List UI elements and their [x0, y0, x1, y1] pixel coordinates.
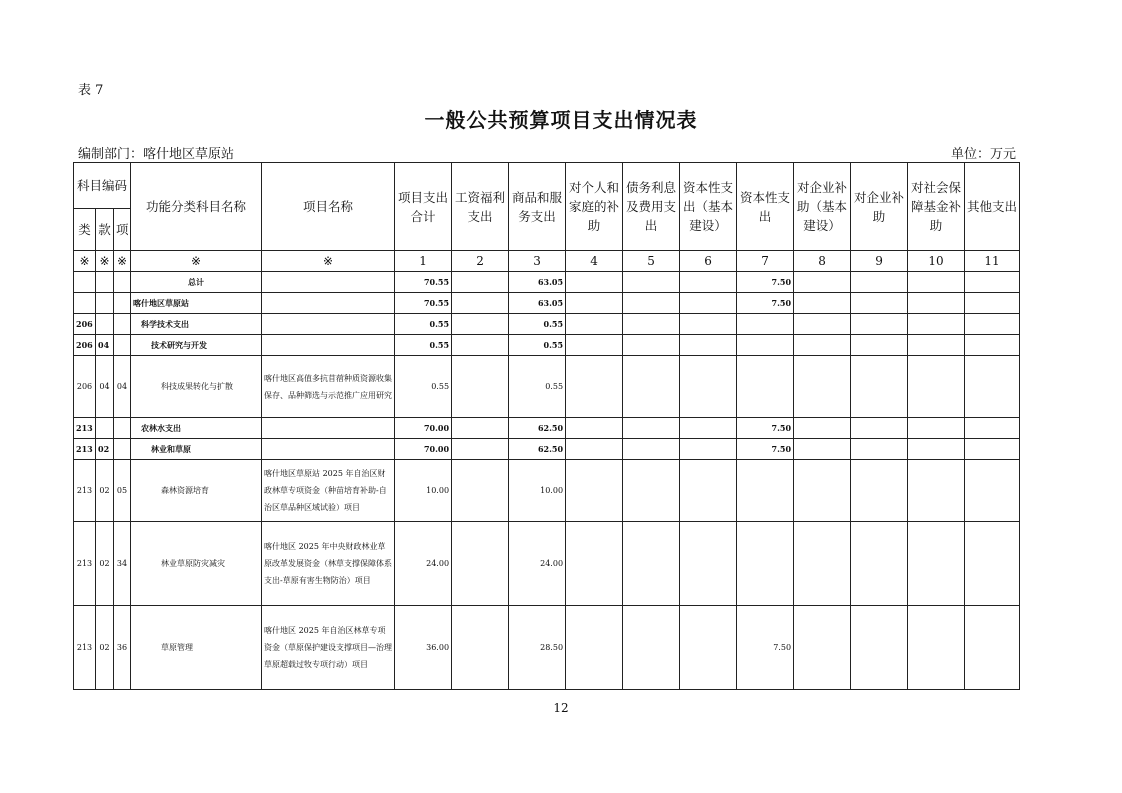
- header-c2: 工资福利支出: [452, 163, 509, 251]
- cell-lei: 206: [74, 356, 96, 418]
- cell-capital: 7.50: [737, 439, 794, 460]
- cell-c4: [566, 460, 623, 522]
- cell-total: 70.00: [395, 439, 452, 460]
- index-number: 3: [509, 251, 566, 272]
- cell-lei: 213: [74, 418, 96, 439]
- cell-c11: [965, 606, 1020, 690]
- cell-lei: [74, 293, 96, 314]
- table-row: [74, 335, 1020, 356]
- cell-c4: [566, 314, 623, 335]
- cell-func: 科学技术支出: [131, 314, 262, 335]
- cell-func: 总计: [131, 272, 262, 293]
- cell-c11: [965, 418, 1020, 439]
- header-c9: 对企业补助: [851, 163, 908, 251]
- index-mark: ※: [131, 251, 262, 272]
- cell-c9: [851, 522, 908, 606]
- cell-kuan: [96, 418, 114, 439]
- header-func-name: 功能分类科目名称: [131, 163, 262, 251]
- cell-goods: 0.55: [509, 314, 566, 335]
- cell-c6: [680, 293, 737, 314]
- cell-c6: [680, 335, 737, 356]
- page-title: 一般公共预算项目支出情况表: [424, 108, 698, 132]
- cell-goods: 0.55: [509, 335, 566, 356]
- cell-c6: [680, 606, 737, 690]
- table-row: [74, 314, 1020, 335]
- index-row: [74, 251, 1020, 272]
- cell-c11: [965, 335, 1020, 356]
- cell-c6: [680, 272, 737, 293]
- cell-c10: [908, 335, 965, 356]
- header-kuan: 款: [96, 209, 114, 251]
- cell-func: 林业草原防灾减灾: [131, 522, 262, 606]
- cell-lei: [74, 272, 96, 293]
- cell-c11: [965, 439, 1020, 460]
- cell-c10: [908, 272, 965, 293]
- cell-xiang: [114, 293, 131, 314]
- cell-capital: [737, 335, 794, 356]
- cell-c5: [623, 522, 680, 606]
- cell-project: 喀什地区草原站 2025 年自治区财政林草专项资金（种苗培育补助-自治区草品种区域试验）项目: [262, 460, 395, 522]
- cell-c10: [908, 314, 965, 335]
- cell-xiang: [114, 439, 131, 460]
- cell-kuan: [96, 314, 114, 335]
- index-number: 9: [851, 251, 908, 272]
- index-number: 2: [452, 251, 509, 272]
- cell-c10: [908, 460, 965, 522]
- cell-c2: [452, 272, 509, 293]
- cell-c6: [680, 356, 737, 418]
- table-row: [74, 439, 1020, 460]
- cell-goods: 28.50: [509, 606, 566, 690]
- cell-c6: [680, 522, 737, 606]
- cell-c4: [566, 272, 623, 293]
- header-code: 科目编码: [74, 163, 131, 209]
- cell-lei: 213: [74, 522, 96, 606]
- cell-capital: 7.50: [737, 606, 794, 690]
- cell-capital: [737, 460, 794, 522]
- cell-c9: [851, 418, 908, 439]
- cell-c10: [908, 418, 965, 439]
- cell-goods: 24.00: [509, 522, 566, 606]
- cell-project: [262, 314, 395, 335]
- cell-c5: [623, 439, 680, 460]
- cell-c10: [908, 293, 965, 314]
- cell-total: 70.55: [395, 293, 452, 314]
- cell-func: 林业和草原: [131, 439, 262, 460]
- cell-c11: [965, 314, 1020, 335]
- cell-project: [262, 439, 395, 460]
- cell-capital: 7.50: [737, 272, 794, 293]
- index-number: 7: [737, 251, 794, 272]
- cell-c10: [908, 522, 965, 606]
- cell-c2: [452, 356, 509, 418]
- table-row: [74, 522, 1020, 606]
- table-number: 表 7: [78, 83, 104, 98]
- cell-c8: [794, 293, 851, 314]
- cell-xiang: 05: [114, 460, 131, 522]
- index-number: 5: [623, 251, 680, 272]
- cell-kuan: 04: [96, 335, 114, 356]
- cell-c5: [623, 418, 680, 439]
- cell-project: 喀什地区高值多抗苜蓿种质资源收集保存、品种筛选与示范推广应用研究: [262, 356, 395, 418]
- cell-xiang: 04: [114, 356, 131, 418]
- cell-capital: 7.50: [737, 418, 794, 439]
- cell-xiang: 36: [114, 606, 131, 690]
- table-row: [74, 356, 1020, 418]
- page-number: 12: [553, 701, 569, 715]
- cell-c5: [623, 272, 680, 293]
- header-row: [74, 163, 1020, 209]
- cell-c2: [452, 418, 509, 439]
- cell-c5: [623, 460, 680, 522]
- cell-c8: [794, 335, 851, 356]
- cell-goods: 63.05: [509, 272, 566, 293]
- cell-c9: [851, 314, 908, 335]
- cell-c2: [452, 606, 509, 690]
- header-c8: 对企业补助（基本建设）: [794, 163, 851, 251]
- cell-xiang: [114, 418, 131, 439]
- cell-c8: [794, 522, 851, 606]
- index-mark: ※: [96, 251, 114, 272]
- table-row: [74, 460, 1020, 522]
- cell-capital: [737, 314, 794, 335]
- index-mark: ※: [262, 251, 395, 272]
- index-number: 6: [680, 251, 737, 272]
- cell-c9: [851, 356, 908, 418]
- cell-c5: [623, 314, 680, 335]
- cell-c8: [794, 272, 851, 293]
- cell-c4: [566, 335, 623, 356]
- cell-c8: [794, 460, 851, 522]
- cell-c8: [794, 439, 851, 460]
- cell-total: 0.55: [395, 335, 452, 356]
- cell-total: 70.55: [395, 272, 452, 293]
- cell-c2: [452, 522, 509, 606]
- cell-kuan: 02: [96, 439, 114, 460]
- cell-goods: 63.05: [509, 293, 566, 314]
- cell-c8: [794, 606, 851, 690]
- cell-c2: [452, 314, 509, 335]
- cell-xiang: [114, 335, 131, 356]
- cell-c5: [623, 356, 680, 418]
- cell-kuan: 02: [96, 522, 114, 606]
- index-mark: ※: [74, 251, 96, 272]
- cell-c4: [566, 356, 623, 418]
- cell-c11: [965, 460, 1020, 522]
- cell-goods: 10.00: [509, 460, 566, 522]
- cell-c11: [965, 356, 1020, 418]
- cell-func: 技术研究与开发: [131, 335, 262, 356]
- cell-c8: [794, 356, 851, 418]
- cell-c9: [851, 335, 908, 356]
- header-c4: 对个人和家庭的补助: [566, 163, 623, 251]
- cell-kuan: [96, 272, 114, 293]
- cell-project: 喀什地区 2025 年自治区林草专项资金（草原保护建设支撑项目—治理草原超载过牧专项行动）项目: [262, 606, 395, 690]
- header-xiang: 项: [114, 209, 131, 251]
- cell-kuan: [96, 293, 114, 314]
- index-number: 11: [965, 251, 1020, 272]
- cell-c9: [851, 272, 908, 293]
- cell-goods: 62.50: [509, 418, 566, 439]
- cell-c4: [566, 418, 623, 439]
- cell-lei: 213: [74, 606, 96, 690]
- cell-project: [262, 272, 395, 293]
- cell-xiang: [114, 272, 131, 293]
- cell-c4: [566, 522, 623, 606]
- cell-lei: 213: [74, 439, 96, 460]
- cell-c5: [623, 335, 680, 356]
- header-lei: 类: [74, 209, 96, 251]
- header-c7: 资本性支出: [737, 163, 794, 251]
- cell-capital: [737, 522, 794, 606]
- cell-c6: [680, 418, 737, 439]
- cell-c4: [566, 293, 623, 314]
- cell-lei: 206: [74, 335, 96, 356]
- cell-goods: 0.55: [509, 356, 566, 418]
- cell-func: 农林水支出: [131, 418, 262, 439]
- table-row: [74, 606, 1020, 690]
- budget-table: [73, 162, 1020, 690]
- cell-c10: [908, 356, 965, 418]
- cell-c5: [623, 293, 680, 314]
- cell-c10: [908, 439, 965, 460]
- cell-lei: 206: [74, 314, 96, 335]
- cell-func: 科技成果转化与扩散: [131, 356, 262, 418]
- index-number: 1: [395, 251, 452, 272]
- cell-goods: 62.50: [509, 439, 566, 460]
- cell-total: 0.55: [395, 356, 452, 418]
- cell-c9: [851, 460, 908, 522]
- cell-kuan: 02: [96, 460, 114, 522]
- cell-c5: [623, 606, 680, 690]
- cell-c2: [452, 293, 509, 314]
- cell-c8: [794, 418, 851, 439]
- cell-c2: [452, 439, 509, 460]
- cell-c11: [965, 272, 1020, 293]
- cell-capital: 7.50: [737, 293, 794, 314]
- cell-total: 10.00: [395, 460, 452, 522]
- cell-total: 70.00: [395, 418, 452, 439]
- cell-c2: [452, 335, 509, 356]
- index-mark: ※: [114, 251, 131, 272]
- cell-total: 0.55: [395, 314, 452, 335]
- header-project: 项目名称: [262, 163, 395, 251]
- cell-func: 草原管理: [131, 606, 262, 690]
- header-c11: 其他支出: [965, 163, 1020, 251]
- cell-c4: [566, 606, 623, 690]
- cell-c9: [851, 293, 908, 314]
- department-label: 编制部门：喀什地区草原站: [78, 147, 235, 162]
- cell-func: 喀什地区草原站: [131, 293, 262, 314]
- header-c1: 项目支出合计: [395, 163, 452, 251]
- cell-c10: [908, 606, 965, 690]
- cell-c11: [965, 522, 1020, 606]
- cell-total: 24.00: [395, 522, 452, 606]
- table-row: [74, 293, 1020, 314]
- cell-kuan: 04: [96, 356, 114, 418]
- table-row: [74, 418, 1020, 439]
- header-c10: 对社会保障基金补助: [908, 163, 965, 251]
- cell-c9: [851, 606, 908, 690]
- table-row: [74, 272, 1020, 293]
- cell-project: [262, 293, 395, 314]
- header-c3: 商品和服务支出: [509, 163, 566, 251]
- cell-xiang: 34: [114, 522, 131, 606]
- cell-c9: [851, 439, 908, 460]
- cell-c4: [566, 439, 623, 460]
- header-c5: 债务利息及费用支出: [623, 163, 680, 251]
- cell-c6: [680, 439, 737, 460]
- cell-project: 喀什地区 2025 年中央财政林业草原改革发展资金（林草支撑保障体系支出-草原有害生物防治）项目: [262, 522, 395, 606]
- index-number: 4: [566, 251, 623, 272]
- cell-c8: [794, 314, 851, 335]
- index-number: 10: [908, 251, 965, 272]
- cell-total: 36.00: [395, 606, 452, 690]
- cell-c11: [965, 293, 1020, 314]
- cell-c2: [452, 460, 509, 522]
- header-c6: 资本性支出（基本建设）: [680, 163, 737, 251]
- cell-project: [262, 335, 395, 356]
- cell-lei: 213: [74, 460, 96, 522]
- cell-kuan: 02: [96, 606, 114, 690]
- cell-project: [262, 418, 395, 439]
- cell-func: 森林资源培育: [131, 460, 262, 522]
- cell-capital: [737, 356, 794, 418]
- cell-c6: [680, 314, 737, 335]
- unit-label: 单位：万元: [950, 147, 1016, 162]
- index-number: 8: [794, 251, 851, 272]
- cell-xiang: [114, 314, 131, 335]
- cell-c6: [680, 460, 737, 522]
